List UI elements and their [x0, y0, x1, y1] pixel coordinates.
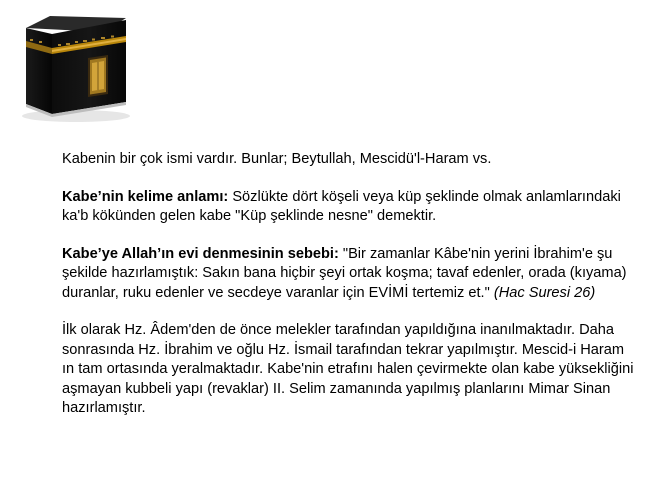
- kaaba-image: [12, 8, 130, 126]
- paragraph-names: [62, 150, 640, 170]
- paragraph-names-text: Kabenin bir çok ismi vardır. Bunlar; Beytullah, Mescidü'l-Haram vs.: [62, 151, 492, 167]
- kaaba-icon: [12, 8, 130, 126]
- paragraph-house-of-allah: [62, 245, 640, 304]
- quote-source: (Hac Suresi 26): [493, 284, 596, 301]
- house-of-allah-heading: Kabe’ye Allah’ın evi denmesinin sebebi:: [62, 245, 339, 262]
- word-meaning-text: Sözlükte dört köşeli veya küp şeklinde olmak anlamlarındaki ka'b kökünden gelen kabe "Küp şeklinde nesne" demektir.: [62, 188, 621, 224]
- paragraph-word-meaning: [62, 188, 640, 227]
- house-of-allah-quote: "Bir zamanlar Kâbe'nin yerini İbrahim'e şu şekilde hazırlamıştık: Sakın bana hiçbir şeyi ortak koşma; tavaf edenler, orada (kıyama) duranlar, ruku edenler ve secdeye varanlar için EVİMİ tertemiz et.": [62, 245, 627, 301]
- history-text: İlk olarak Hz. Âdem'den de önce melekler tarafından yapıldığına inanılmaktadır. Daha sonrasında Hz. İbrahim ve oğlu Hz. İsmail tarafından tekrar yapılmıştır. Mescid-i Haram ın tam ortasında yeralmaktadır. Kabe'nin etrafını halen çevirmekte olan kabe yüksekliğini aşmayan kubbeli yapı (revaklar) II. Selim zamanında yapılmış planlarını Mimar Sinan hazırlamıştır.: [62, 322, 634, 416]
- word-meaning-heading: Kabe’nin kelime anlamı:: [62, 188, 229, 205]
- article-body: [62, 150, 640, 437]
- paragraph-history: [62, 321, 640, 419]
